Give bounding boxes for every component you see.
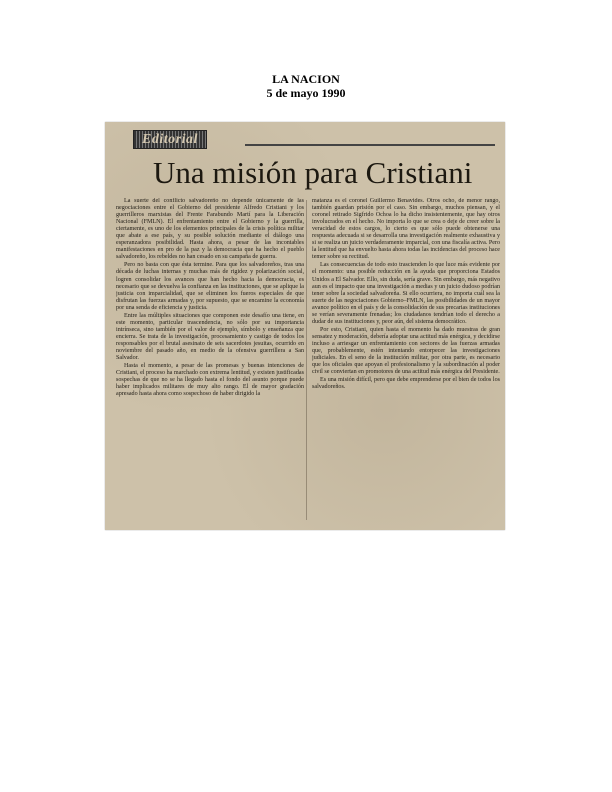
section-label: Editorial — [142, 131, 198, 147]
article-column-left — [116, 198, 304, 526]
paragraph: Las consecuencias de todo esto trascienden lo que luce más evidente por el momento: una posible reducción en la ayuda que proporciona Estados Unidos a El Salvador. Ello, sin duda, sería grave. Sin embargo, más negativo aun es el impacto que una investigación a medias y un juicio dudoso podrían tener sobre la sociedad salvadoreña. Si ello ocurriera, no importa cuál sea la suerte de las negociaciones Gobierno–FMLN, las posibilidades de un mayor avance político en el país y de la consolidación de sus precarias instituciones se verían severamente frenadas; los ciudadanos tendrían todo el derecho a dudar de sus instituciones y, peor aún, del sistema democrático. — [312, 262, 500, 325]
article-column-right — [312, 198, 500, 526]
paragraph: Hasta el momento, a pesar de las promesas y buenas intenciones de Cristiani, el proceso ha marchado con extrema lentitud, y existen justificadas sospechas de que no se ha llegado hasta el fondo del asunto porque puede haber implicados militares de muy alto rango. El de mayor gradación apresado hasta ahora como sospechoso de haber dirigido la — [116, 363, 304, 398]
paragraph: Por esto, Cristiani, quien hasta el momento ha dado muestras de gran sensatez y moderación, debería adoptar una actitud más enérgica, y decidirse incluso a arriesgar un enfrentamiento con sectores de las fuerzas armadas que, probablemente, estén intentando entorpecer las investigaciones judiciales. En el seno de la institución militar, por otra parte, es necesario que los oficiales que apoyan el profesionalismo y la subordinación al poder civil se conviertan en promotores de una actitud más enérgica del Presidente. — [312, 326, 500, 376]
masthead-title: LA NACION — [272, 72, 340, 86]
document-header — [0, 72, 612, 100]
editorial-section-badge — [133, 130, 207, 149]
column-divider — [306, 200, 307, 520]
paragraph: Entre las múltiples situaciones que componen este desafío una tiene, en este momento, particular trascendencia, no sólo por su importancia intrínseca, sino también por el valor de ejemplo, símbolo y enseñanza que encierra. Se trata de la investigación, procesamiento y castigo de todos los responsables por el brutal asesinato de seis sacerdotes jesuitas, ocurrido en noviembre del pasado año, en medio de la ofensiva guerrillera a San Salvador. — [116, 312, 304, 362]
paragraph: matanza es el coronel Guillermo Benavides. Otros ocho, de menor rango, también guardan prisión por el caso. Sin embargo, muchos piensan, y el coronel retirado Sigfrido Ochoa lo ha dicho insistentemente, que hay otros involucrados en el hecho. No importa lo que se crea o deje de creer sobre la veracidad de estos cargos, lo cierto es que sólo puede obtenerse una respuesta adecuada si se desarrolla una investigación realmente exhaustiva y si se realiza un juicio verdaderamente imparcial, con una fiscalía activa. Pero la lentitud que ha envuelto hasta ahora todas las incidencias del proceso hace temer sobre su rectitud. — [312, 198, 500, 261]
paragraph: La suerte del conflicto salvadoreño no depende únicamente de las negociaciones entre el Gobierno del presidente Alfredo Cristiani y los guerrilleros marxistas del Frente Farabundo Martí para la Liberación Nacional (FMLN). El enfrentamiento entre el Gobierno y la guerrilla, ciertamente, es uno de los elementos principales de la crisis política militar que abate a ese país, y su posible solución mediante el diálogo una esperanzadora posibilidad. Hasta ahora, a pesar de las incontables manifestaciones en pro de la paz y la democracia que ha hecho el pueblo salvadoreño, los rebeldes no han cesado en su campaña de guerra. — [116, 198, 304, 261]
section-rule — [245, 144, 495, 146]
paragraph: Pero no basta con que ésta termine. Para que los salvadoreños, tras una década de luchas internas y muchas más de rigidez y polarización social, logren consolidar los avances que han hecho hacia la democracia, es necesario que se devuelva la confianza en las instituciones, que se aplique la justicia con imparcialidad, que se eliminen los fueros especiales de que disfrutan las fuerzas armadas y, por supuesto, que se encamine la economía por una senda de eficiencia y justicia. — [116, 262, 304, 311]
newspaper-clipping — [105, 122, 505, 530]
paragraph: Es una misión difícil, pero que debe emprenderse por el bien de todos los salvadoreños. — [312, 377, 500, 391]
headline: Una misión para Cristiani — [153, 155, 473, 190]
publication-date: 5 de mayo 1990 — [266, 86, 346, 100]
